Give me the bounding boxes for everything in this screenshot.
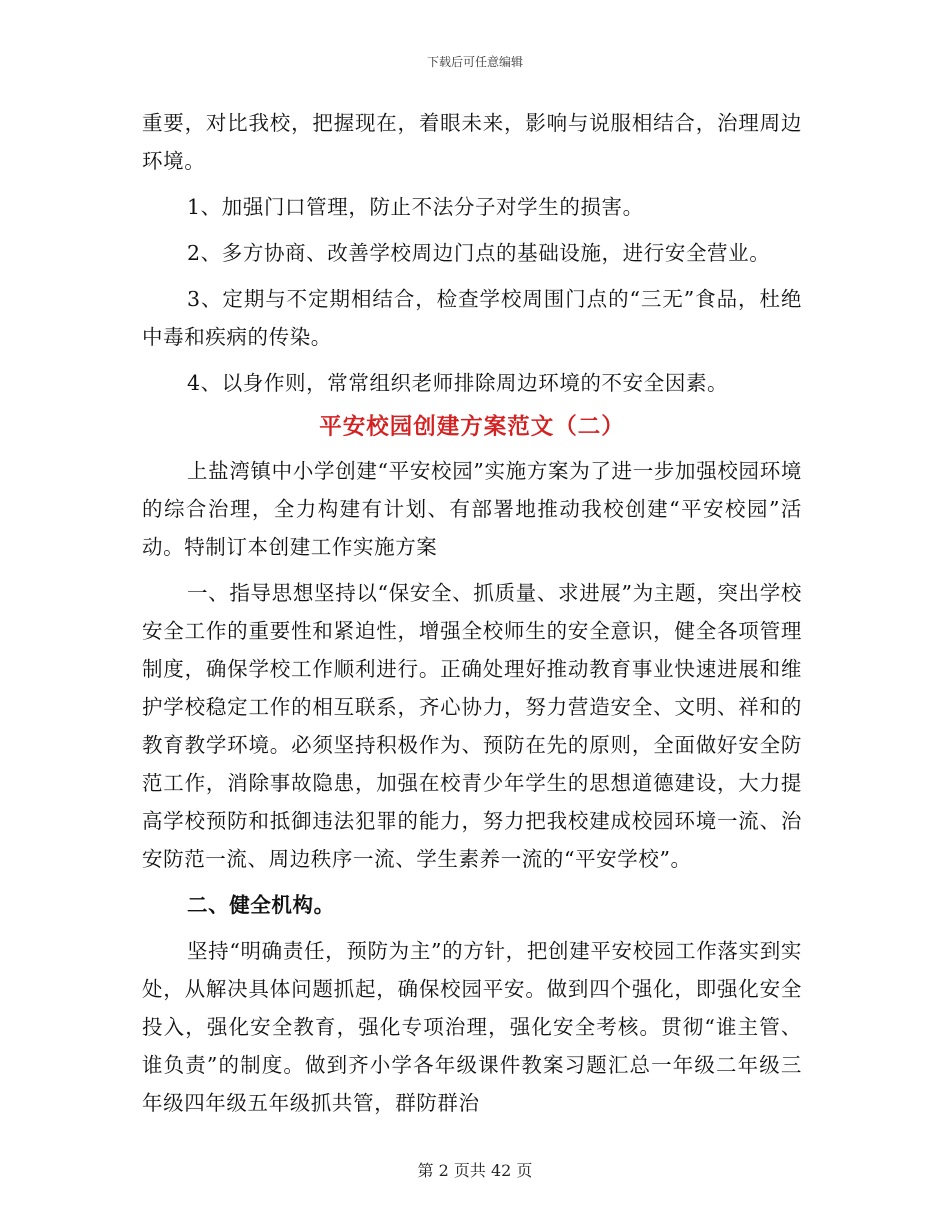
- organization-paragraph: 坚持“明确责任，预防为主”的方针，把创建平安校园工作落实到实处，从解决具体问题抓起，确保校园平安。做到四个强化，即强化安全投入，强化安全教育，强化专项治理，强化安全考核。贯彻“谁主管、谁负责”的制度。做到齐小学各年级课件教案习题汇总一年级二年级三年级四年级五年级抓共管，群防群治: [142, 939, 802, 1115]
- list-item-2: 2、多方协商、改善学校周边门点的基础设施，进行安全营业。: [187, 241, 771, 265]
- section-title: 平安校园创建方案范文（二）: [319, 414, 625, 440]
- guiding-ideology-paragraph: 一、指导思想坚持以“保安全、抓质量、求进展”为主题，突出学校安全工作的重要性和紧迫性，增强全校师生的安全意识，健全各项管理制度，确保学校工作顺利进行。正确处理好推动教育事业快速进展和维护学校稳定工作的相互联系，齐心协力，努力营造安全、文明、祥和的教育教学环境。必须坚持积极作为、预防在先的原则，全面做好安全防范工作，消除事故隐患，加强在校青少年学生的思想道德建设，大力提高学校预防和抵御违法犯罪的能力，努力把我校建成校园环境一流、治安防范一流、周边秩序一流、学生素养一流的“平安学校”。: [142, 581, 802, 871]
- list-item-4: 4、以身作则，常常组织老师排除周边环境的不安全因素。: [187, 371, 729, 395]
- document-body: [142, 104, 802, 1122]
- subsection-heading: 二、健全机构。: [187, 893, 335, 917]
- page-header-note: 下载后可任意编辑: [426, 55, 523, 69]
- list-item-1: 1、加强门口管理，防止不法分子对学生的损害。: [187, 195, 644, 219]
- page-number: 第 2 页共 42 页: [417, 1161, 533, 1180]
- intro-paragraph: 上盐湾镇中小学创建“平安校园”实施方案为了进一步加强校园环境的综合治理，全力构建有计划、有部署地推动我校创建“平安校园”活动。特制订本创建工作实施方案: [142, 459, 802, 559]
- list-item-3: 3、定期与不定期相结合，检查学校周围门点的“三无”食品，杜绝中毒和疾病的传染。: [142, 287, 802, 349]
- paragraph-continuation: 重要，对比我校，把握现在，着眼未来，影响与说服相结合，治理周边环境。: [142, 111, 802, 173]
